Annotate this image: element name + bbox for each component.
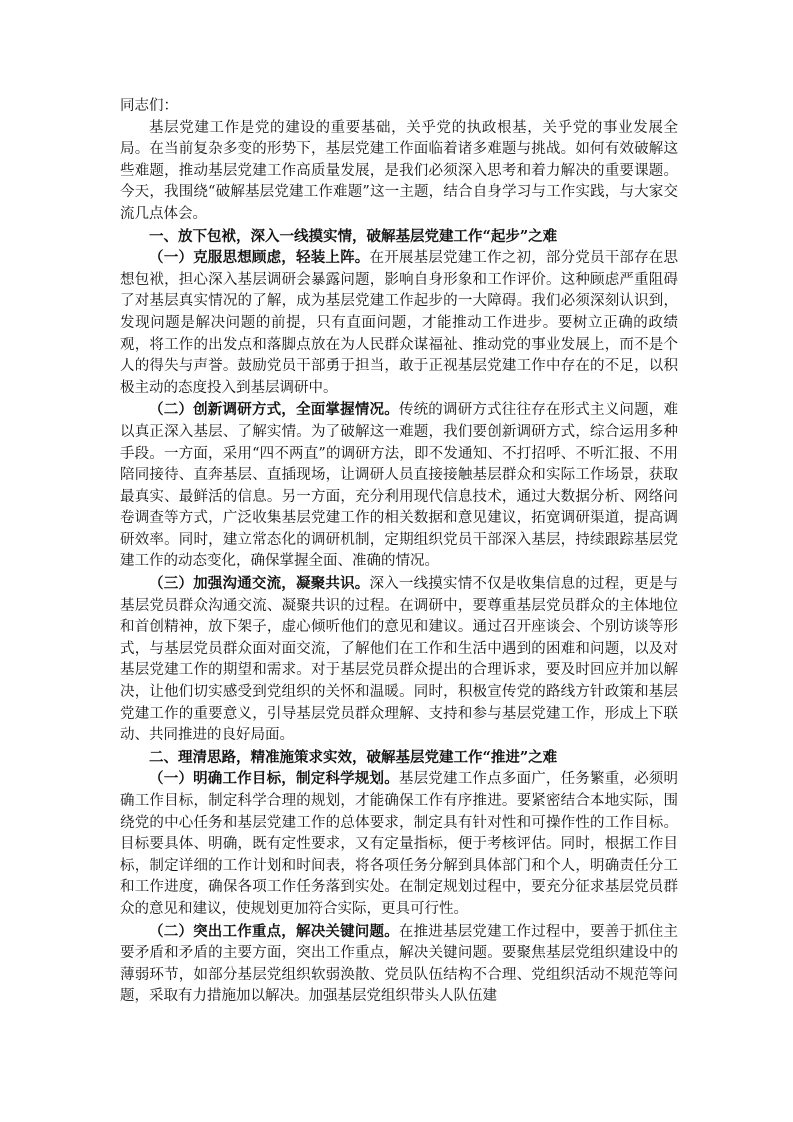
sub-heading: （三）加强沟通交流，凝聚共识。 [149, 575, 370, 593]
sub-heading: （一）明确工作目标，制定科学规划。 [149, 770, 399, 788]
sub-heading: （一）克服思想顾虑，轻装上阵。 [149, 249, 370, 267]
intro-paragraph: 基层党建工作是党的建设的重要基础，关乎党的执政根基，关乎党的事业发展全局。在当前复杂多变的形势下，基层党建工作面临着诸多难题与挑战。如何有效破解这些难题，推动基层党建工作高质量发展，是我们必须深入思考和着力解决的重要课题。今天，我围绕“破解基层党建工作难题”这一主题，结合自身学习与工作实践，与大家交流几点体会。 [120, 119, 678, 222]
section-1-paragraph-1 [120, 247, 678, 399]
paragraph-body: 在推进基层党建工作过程中，要善于抓住主要矛盾和矛盾的主要方面，突出工作重点，解决关键问题。要聚焦基层党组织建设中的薄弱环节，如部分基层党组织软弱涣散、党员队伍结构不合理、党组织活动不规范等问题，采取有力措施加以解决。加强基层党组织带头人队伍建 [120, 923, 679, 1005]
paragraph-body: 传统的调研方式往往存在形式主义问题，难以真正深入基层、了解实情。为了破解这一难题，我们要创新调研方式，综合运用多种手段。一方面，采用“四不两直”的调研方法，即不发通知、不打招呼、不听汇报、不用陪同接待、直奔基层、直插现场，让调研人员直接接触基层群众和实际工作场景，获取最真实、最鲜活的信息。另一方面，充分利用现代信息技术，通过大数据分析、网络问卷调查等方式，广泛收集基层党建工作的相关数据和意见建议，拓宽调研渠道，提高调研效率。同时，建立常态化的调研机制，定期组织党员干部深入基层，持续跟踪基层党建工作的动态变化，确保掌握全面、准确的情况。 [120, 402, 679, 570]
section-heading-2: 二、理清思路，精准施策求实效，破解基层党建工作“推进”之难 [149, 748, 558, 766]
section-1-paragraph-3 [120, 573, 678, 747]
section-2-paragraph-2 [120, 921, 678, 1008]
sub-heading: （二）创新调研方式，全面掌握情况。 [149, 401, 399, 419]
sub-heading: （二）突出工作重点，解决关键问题。 [149, 922, 399, 940]
paragraph-body: 在开展基层党建工作之初，部分党员干部存在思想包袱，担心深入基层调研会暴露问题，影响自身形象和工作评价。这种顾虑严重阻碍了对基层真实情况的了解，成为基层党建工作起步的一大障碍。我们必须深刻认识到，发现问题是解决问题的前提，只有直面问题，才能推动工作进步。要树立正确的政绩观，将工作的出发点和落脚点放在为人民群众谋福祉、推动党的事业发展上，而不是个人的得失与声誉。鼓励党员干部勇于担当，敢于正视基层党建工作中存在的不足，以积极主动的态度投入到基层调研中。 [120, 250, 678, 396]
section-1-paragraph-2 [120, 399, 678, 573]
section-heading-1: 一、放下包袱，深入一线摸实情，破解基层党建工作“起步”之难 [149, 227, 558, 245]
paragraph-body: 基层党建工作点多面广，任务繁重，必须明确工作目标，制定科学合理的规划，才能确保工作有序推进。要紧密结合本地实际，围绕党的中心任务和基层党建工作的总体要求，制定具有针对性和可操作性的工作目标。目标要具体、明确，既有定性要求，又有定量指标，便于考核评估。同时，根据工作目标，制定详细的工作计划和时间表，将各项任务分解到具体部门和个人，明确责任分工和工作进度，确保各项工作任务落到实处。在制定规划过程中，要充分征求基层党员群众的意见和建议，使规划更加符合实际，更具可行性。 [120, 771, 679, 917]
document-page [120, 96, 678, 1008]
salutation: 同志们： [120, 98, 178, 114]
paragraph-body: 深入一线摸实情不仅是收集信息的过程，更是与基层党员群众沟通交流、凝聚共识的过程。在调研中，要尊重基层党员群众的主体地位和首创精神，放下架子，虚心倾听他们的意见和建议。通过召开座谈会、个别访谈等形式，与基层党员群众面对面交流，了解他们在工作和生活中遇到的困难和问题，以及对基层党建工作的期望和需求。对于基层党员群众提出的合理诉求，要及时回应并加以解决，让他们切实感受到党组织的关怀和温暖。同时，积极宣传党的路线方针政策和基层党建工作的重要意义，引导基层党员群众理解、支持和参与基层党建工作，形成上下联动、共同推进的良好局面。 [120, 576, 678, 744]
section-2-paragraph-1 [120, 768, 678, 920]
